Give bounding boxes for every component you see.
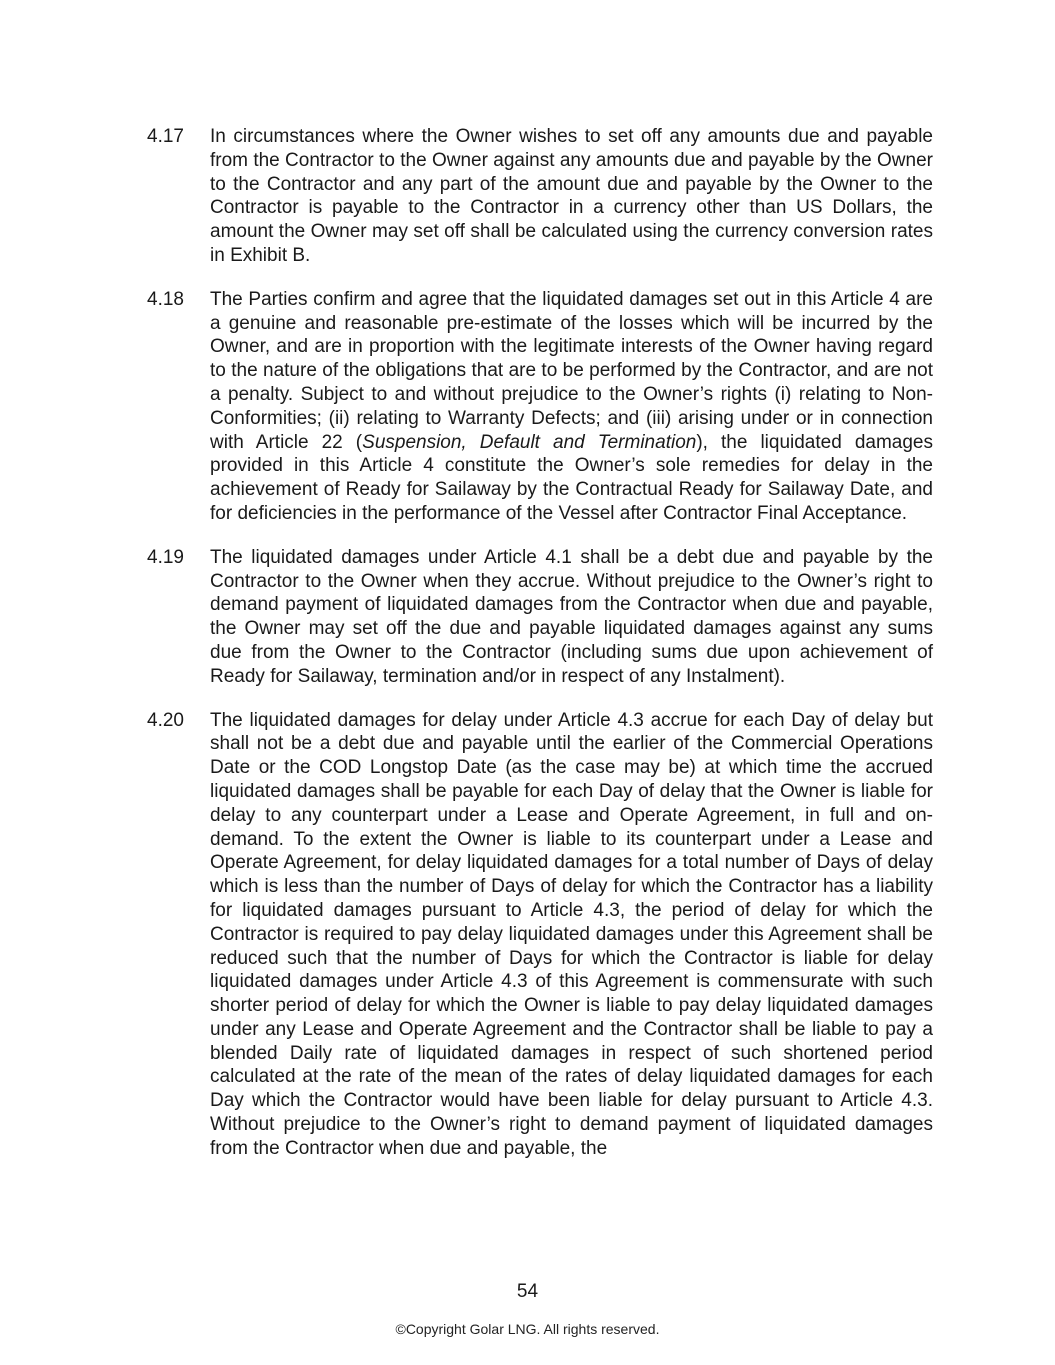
clause-4-19	[147, 546, 933, 689]
clause-4-20	[147, 709, 933, 1161]
clause-number: 4.19	[147, 546, 184, 568]
clause-4-17	[147, 125, 933, 268]
clause-text: The liquidated damages for delay under Article 4.3 accrue for each Day of delay but shall not be a debt due and payable until the earlier of the Commercial Operations Date or the COD Longstop Date (as the case may be) at which time the accrued liquidated damages shall be payable for each Day of delay that the Owner is liable for delay to any counterpart under a Lease and Operate Agreement, in full and on-demand. To the extent the Owner is liable to its counterpart under a Lease and Operate Agreement, for delay liquidated damages for a total number of Days of delay which is less than the number of Days of delay for which the Contractor has a liability for liquidated damages pursuant to Article 4.3, the period of delay for which the Contractor is required to pay delay liquidated damages under this Agreement shall be reduced such that the number of Days for which the Contractor is liable for delay liquidated damages under Article 4.3 of this Agreement is commensurate with such shorter period of delay for which the Owner is liable to pay delay liquidated damages under any Lease and Operate Agreement and the Contractor shall be liable to pay a blended Daily rate of liquidated damages in respect of such shortened period calculated at the rate of the mean of the rates of delay liquidated damages for each Day which the Contractor would have been liable for delay pursuant to Article 4.3. Without prejudice to the Owner’s right to demand payment of liquidated damages from the Contractor when due and payable, the	[210, 709, 933, 1159]
clause-text	[210, 288, 933, 526]
clause-text-italic: Suspension, Default and Termination	[362, 431, 697, 453]
clause-number: 4.20	[147, 709, 184, 731]
clause-text: In circumstances where the Owner wishes to set off any amounts due and payable from the Contractor to the Owner against any amounts due and payable by the Owner to the Contractor and any part of the amount due and payable by the Owner to the Contractor is payable to the Contractor in a currency other than US Dollars, the amount the Owner may set off shall be calculated using the currency conversion rates in Exhibit B.	[210, 126, 933, 266]
clause-text-part: ), the liquidated damages provided in this Article 4 constitute the Owner’s sole remedies for delay in the achievement of Ready for Sailaway by the Contractual Ready for Sailaway Date, and for deficiencies in the performance of the Vessel after Contractor Final Acceptance.	[210, 431, 933, 524]
clause-text-part: The Parties confirm and agree that the liquidated damages set out in this Article 4 are a genuine and reasonable pre-estimate of the losses which will be incurred by the Owner, and are in proportion with the legitimate interests of the Owner having regard to the nature of the obligations that are to be performed by the Contractor, and are not a penalty. Subject to and without prejudice to the Owner’s rights (i) relating to Non-Conformities; (ii) relating to Warranty Defects; and (iii) arising under or in connection with Article 22 (	[210, 288, 933, 453]
clause-number: 4.17	[147, 126, 184, 147]
clause-text: The liquidated damages under Article 4.1 shall be a debt due and payable by the Contractor to the Owner when they accrue. Without prejudice to the Owner’s right to demand payment of liquidated damages from the Contractor when due and payable, the Owner may set off the due and payable liquidated damages against any sums due from the Owner to the Contractor (including sums due upon achievement of Ready for Sailaway, termination and/or in respect of any Instalment).	[210, 546, 933, 687]
clause-list	[147, 125, 933, 1181]
copyright-notice: ©Copyright Golar LNG. All rights reserved.	[395, 1321, 660, 1337]
clause-number: 4.18	[147, 288, 184, 310]
clause-4-18	[147, 288, 933, 526]
page-number: 54	[516, 1281, 539, 1302]
